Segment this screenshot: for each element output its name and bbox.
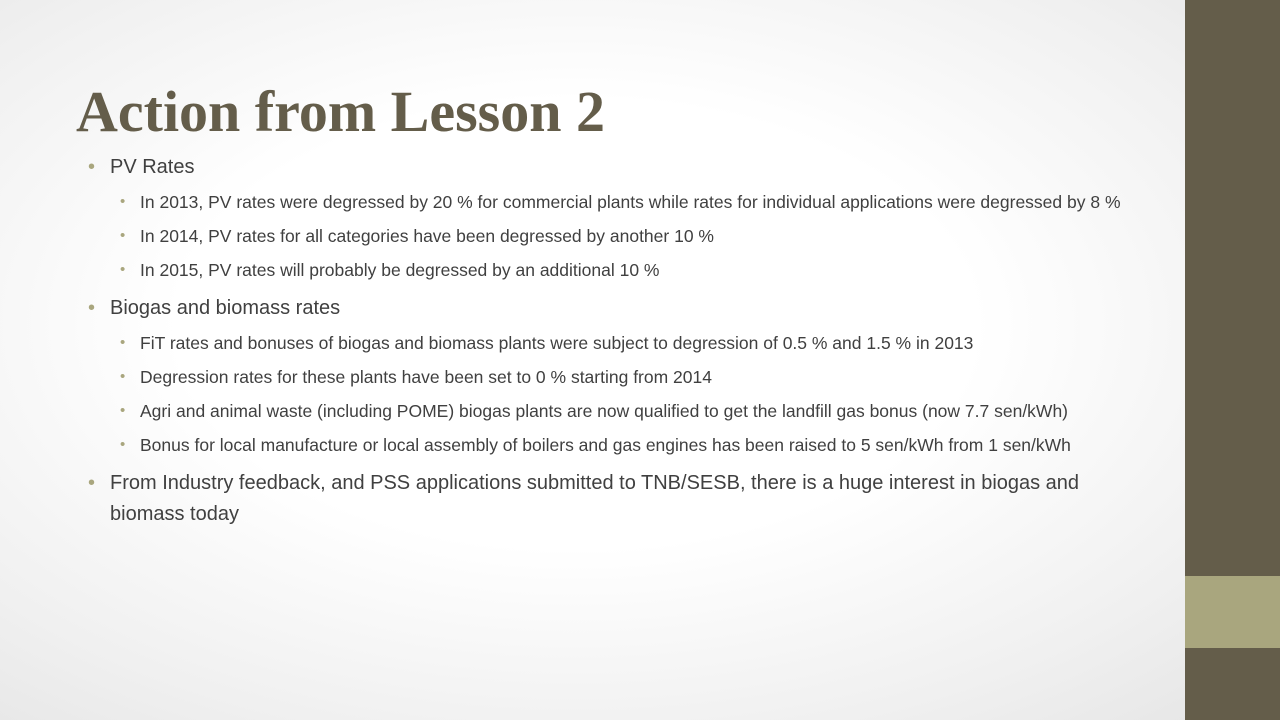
sub-bullet-item: • FiT rates and bonuses of biogas and biomass plants were subject to degression of 0.5 % and 1.5 % in 2013 [112,330,1158,356]
sub-bullet-item: • In 2013, PV rates were degressed by 20 % for commercial plants while rates for individual applications were degressed by 8 % [112,189,1158,215]
sub-bullet-item: • In 2015, PV rates will probably be degressed by an additional 10 % [112,257,1158,283]
sub-bullet-list [112,330,1158,458]
bullet-text: PV Rates [110,156,195,178]
sub-bullet-item: • Agri and animal waste (including POME) biogas plants are now qualified to get the landfill gas bonus (now 7.7 sen/kWh) [112,398,1158,424]
sub-bullet-item: • Bonus for local manufacture or local assembly of boilers and gas engines has been raised to 5 sen/kWh from 1 sen/kWh [112,432,1158,458]
slide-title: Action from Lesson 2 [76,78,605,144]
sub-bullet-item: • In 2014, PV rates for all categories have been degressed by another 10 % [112,223,1158,249]
slide-content [88,152,1158,530]
bullet-pv-rates [88,152,1158,283]
decorative-sidebar-accent [1185,576,1280,648]
bullet-text: From Industry feedback, and PSS applications submitted to TNB/SESB, there is a huge interest in biogas and biomass today [110,472,1080,525]
bullet-industry-feedback [88,468,1158,530]
sub-bullet-list [112,189,1158,283]
sub-bullet-item: • Degression rates for these plants have been set to 0 % starting from 2014 [112,364,1158,390]
bullet-biogas-biomass [88,293,1158,458]
bullet-list [88,152,1158,530]
bullet-text: Biogas and biomass rates [110,297,341,319]
